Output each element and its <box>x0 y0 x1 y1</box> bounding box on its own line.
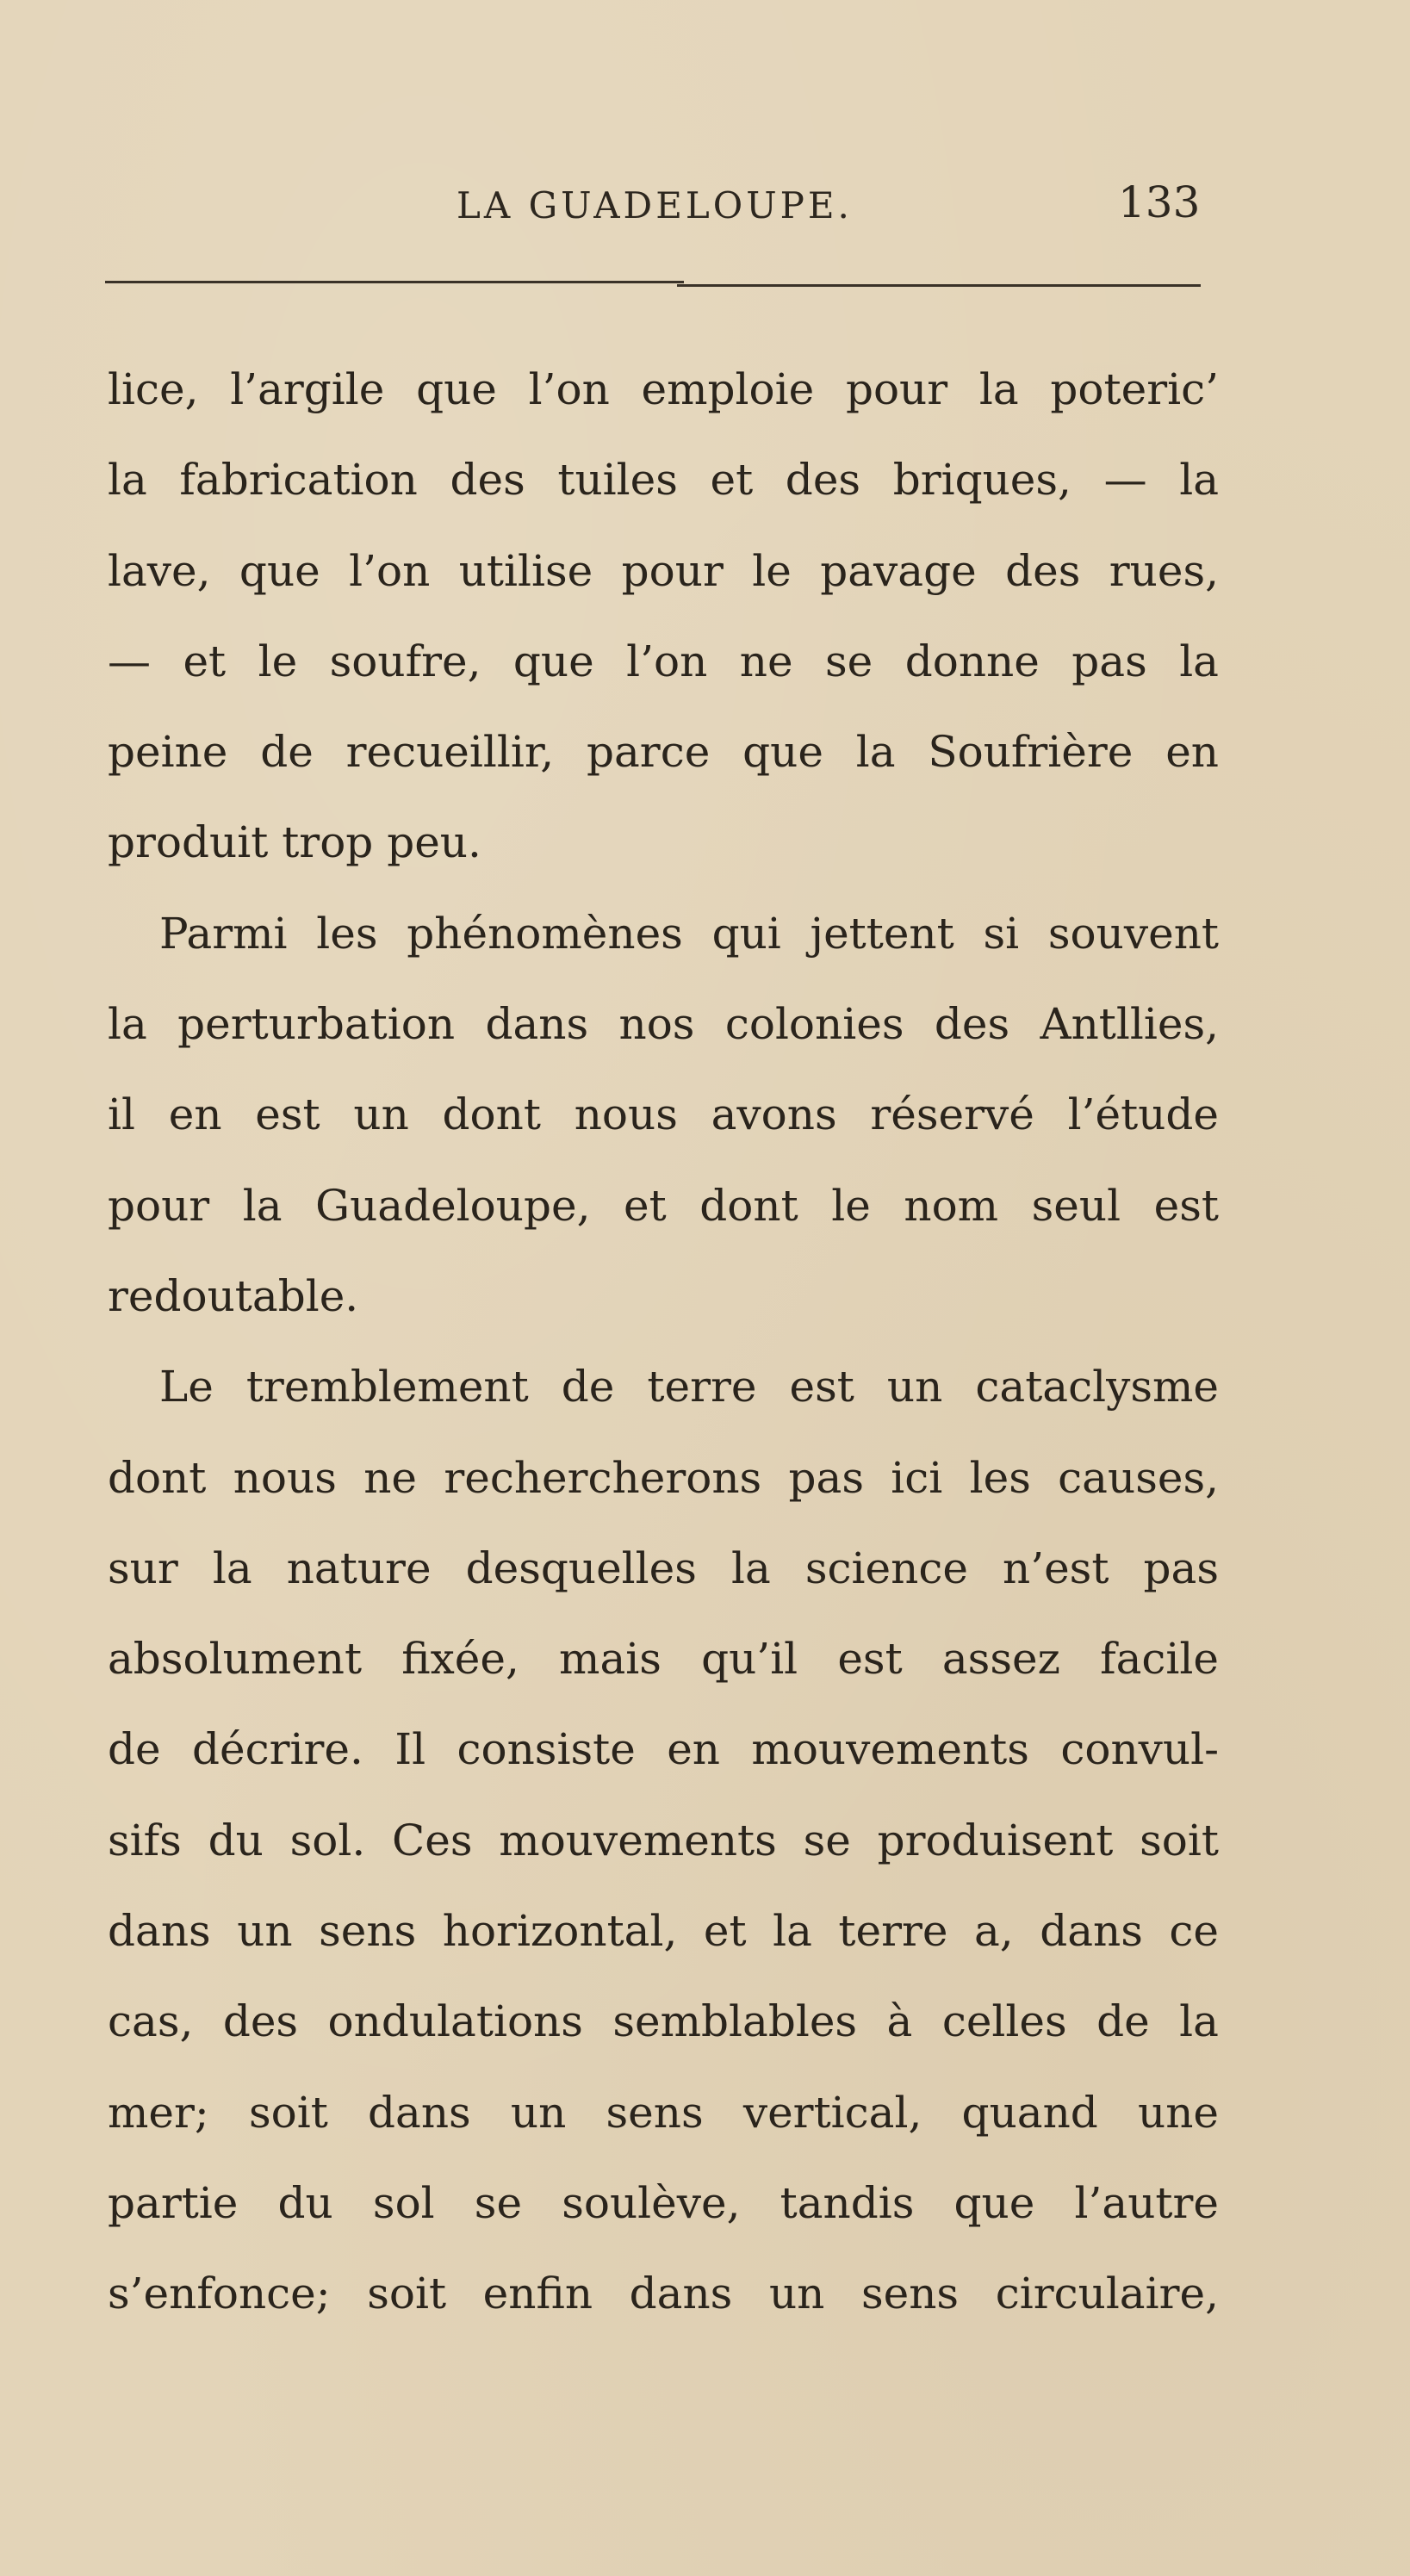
text-line: de décrire. Il consiste en mouvements convul- <box>108 1724 1219 1775</box>
text-line: partie du sol se soulève, tandis que l’autre <box>108 2177 1219 2228</box>
text-line: cas, des ondulations semblables à celles de la <box>108 1996 1219 2047</box>
text-line: peine de recueillir, parce que la Soufrière en <box>108 727 1219 778</box>
text-line: lave, que l’on utilise pour le pavage des rues, <box>108 545 1219 596</box>
text-line: absolument fixée, mais qu’il est assez facile <box>108 1634 1219 1685</box>
text-line: mer; soit dans un sens vertical, quand une <box>108 2087 1219 2138</box>
running-title: LA GUADELOUPE. <box>457 184 853 227</box>
text-line: pour la Guadeloupe, et dont le nom seul est <box>108 1180 1219 1231</box>
text-line: — et le soufre, que l’on ne se donne pas la <box>108 636 1219 686</box>
text-line: Le tremblement de terre est un cataclysme <box>159 1362 1219 1412</box>
text-line: lice, l’argile que l’on emploie pour la poteric’ <box>108 364 1219 414</box>
running-head <box>0 177 1410 233</box>
header-rule <box>677 284 1201 287</box>
text-line: redoutable. <box>108 1270 359 1321</box>
header-rule <box>105 281 684 283</box>
text-line: Parmi les phénomènes qui jettent si souvent <box>159 908 1219 959</box>
body-text <box>108 345 1219 2340</box>
text-line: il en est un dont nous avons réservé l’étude <box>108 1089 1219 1140</box>
text-line: sur la nature desquelles la science n’est pas <box>108 1542 1219 1593</box>
text-line: produit trop peu. <box>108 817 481 868</box>
text-line: dans un sens horizontal, et la terre a, dans ce <box>108 1906 1219 1957</box>
page-number: 133 <box>1118 177 1201 227</box>
text-line: s’enfonce; soit enfin dans un sens circulaire, <box>108 2269 1219 2319</box>
text-line: la perturbation dans nos colonies des Antllies, <box>108 999 1219 1050</box>
text-line: la fabrication des tuiles et des briques, — la <box>108 455 1219 506</box>
text-line: sifs du sol. Ces mouvements se produisent soit <box>108 1815 1219 1865</box>
text-line: dont nous ne rechercherons pas ici les causes, <box>108 1452 1219 1503</box>
